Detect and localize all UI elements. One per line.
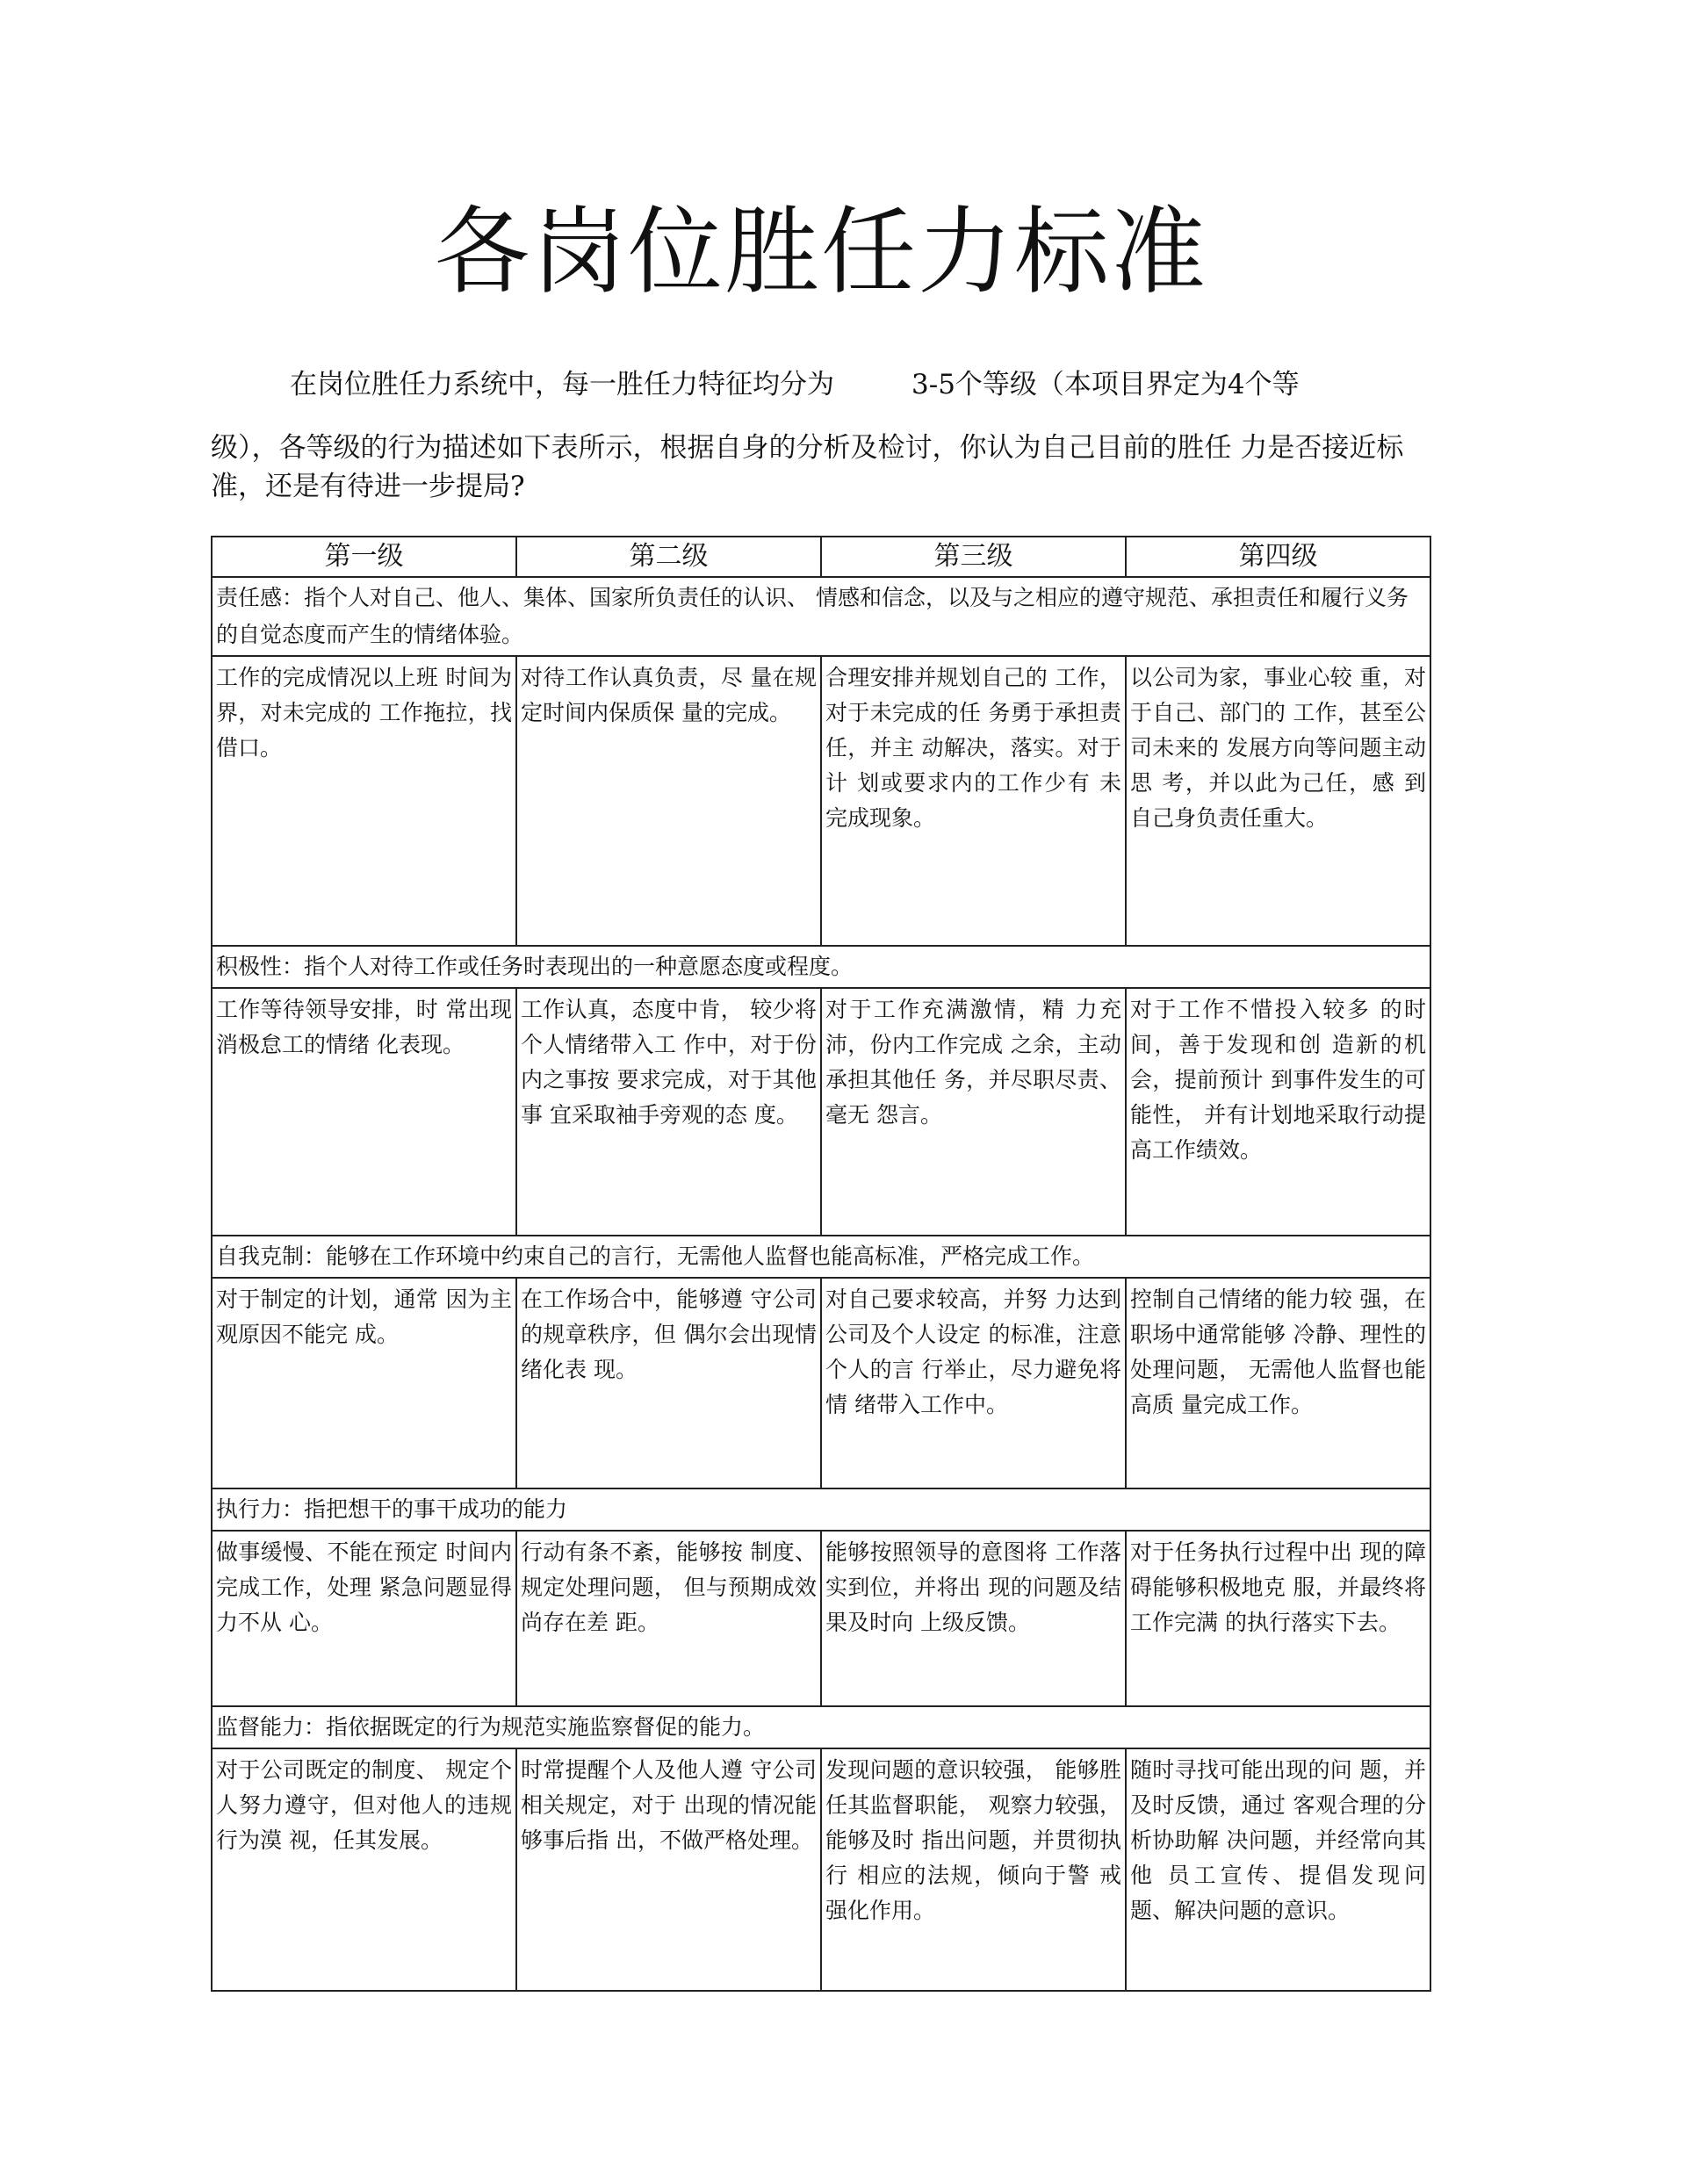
level-2-description: 行动有条不紊，能够按 制度、规定处理问题， 但与预期成效尚存在差 距。 — [516, 1531, 821, 1706]
competency-definition: 责任感：指个人对自己、他人、集体、国家所负责任的认识、 情感和信念，以及与之相应的遵守规范、承担责任和履行义务的自觉态度而产生的情绪体验。 — [212, 577, 1430, 656]
definition-row — [212, 1236, 1430, 1278]
header-row — [212, 537, 1430, 577]
levels-row — [212, 1531, 1430, 1706]
definition-row — [212, 577, 1430, 656]
competency-definition: 自我克制：能够在工作环境中约束自己的言行，无需他人监督也能高标准，严格完成工作。 — [212, 1236, 1430, 1278]
level-header-4: 第四级 — [1126, 537, 1430, 577]
competency-definition: 积极性：指个人对待工作或任务时表现出的一种意愿态度或程度。 — [212, 946, 1430, 988]
level-4-description: 控制自己情绪的能力较 强，在职场中通常能够 冷静、理性的处理问题， 无需他人监督也能高质 量完成工作。 — [1126, 1278, 1430, 1488]
levels-row — [212, 988, 1430, 1236]
level-header-3: 第三级 — [821, 537, 1126, 577]
level-2-description: 在工作场合中，能够遵 守公司的规章秩序，但 偶尔会出现情绪化表 现。 — [516, 1278, 821, 1488]
level-1-description: 对于制定的计划，通常 因为主观原因不能完 成。 — [212, 1278, 516, 1488]
intro-text-a: 在岗位胜任力系统中，每一胜任力特征均分为 — [290, 369, 834, 400]
level-3-description: 对自己要求较高，并努 力达到公司及个人设定 的标准，注意个人的言 行举止，尽力避免将情 绪带入工作中。 — [821, 1278, 1126, 1488]
level-4-description: 对于任务执行过程中出 现的障碍能够积极地克 服，并最终将工作完满 的执行落实下去。 — [1126, 1531, 1430, 1706]
competency-definition: 执行力：指把想干的事干成功的能力 — [212, 1488, 1430, 1531]
level-1-description: 工作的完成情况以上班 时间为界，对未完成的 工作拖拉，找借口。 — [212, 656, 516, 946]
level-3-description: 合理安排并规划自己的 工作，对于未完成的任 务勇于承担责任，并主 动解决，落实。对于计 划或要求内的工作少有 未完成现象。 — [821, 656, 1126, 946]
levels-row — [212, 1748, 1430, 1991]
level-2-description: 时常提醒个人及他人遵 守公司相关规定，对于 出现的情况能够事后指 出，不做严格处理。 — [516, 1748, 821, 1991]
definition-row — [212, 1488, 1430, 1531]
level-header-2: 第二级 — [516, 537, 821, 577]
level-1-description: 工作等待领导安排，时 常出现消极怠工的情绪 化表现。 — [212, 988, 516, 1236]
definition-row — [212, 946, 1430, 988]
levels-row — [212, 1278, 1430, 1488]
intro-line-1 — [290, 362, 1300, 401]
level-4-description: 对于工作不惜投入较多 的时间，善于发现和创 造新的机会，提前预计 到事件发生的可能性， 并有计划地采取行动提 高工作绩效。 — [1126, 988, 1430, 1236]
level-3-description: 对于工作充满激情，精 力充沛，份内工作完成 之余，主动承担其他任 务，并尽职尽责、毫无 怨言。 — [821, 988, 1126, 1236]
level-2-description: 工作认真，态度中肯， 较少将个人情绪带入工 作中，对于份内之事按 要求完成，对于其他事 宜采取袖手旁观的态 度。 — [516, 988, 821, 1236]
intro-text-b: 3-5个等级（本项目界定为4个等 — [911, 369, 1300, 400]
definition-row — [212, 1706, 1430, 1748]
level-4-description: 以公司为家，事业心较 重，对于自己、部门的 工作，甚至公司未来的 发展方向等问题主动思 考，并以此为己任，感 到自己身负责任重大。 — [1126, 656, 1430, 946]
competency-definition: 监督能力：指依据既定的行为规范实施监察督促的能力。 — [212, 1706, 1430, 1748]
level-3-description: 能够按照领导的意图将 工作落实到位，并将出 现的问题及结果及时向 上级反馈。 — [821, 1531, 1126, 1706]
level-1-description: 对于公司既定的制度、 规定个人努力遵守，但对他人的违规行为漠 视，任其发展。 — [212, 1748, 516, 1991]
level-4-description: 随时寻找可能出现的问 题，并及时反馈，通过 客观合理的分析协助解 决问题，并经常向其他 员工宣传、提倡发现问 题、解决问题的意识。 — [1126, 1748, 1430, 1991]
level-1-description: 做事缓慢、不能在预定 时间内完成工作，处理 紧急问题显得力不从 心。 — [212, 1531, 516, 1706]
level-2-description: 对待工作认真负责，尽 量在规定时间内保质保 量的完成。 — [516, 656, 821, 946]
intro-paragraph: 级），各等级的行为描述如下表所示，根据自身的分析及检讨，你认为自己目前的胜任 力是否接近标准，还是有待进一步提局? — [211, 432, 1404, 502]
level-3-description: 发现问题的意识较强， 能够胜任其监督职能， 观察力较强，能够及时 指出问题，并贯彻执行 相应的法规，倾向于警 戒强化作用。 — [821, 1748, 1126, 1991]
page-title: 各岗位胜任力标准 — [435, 198, 1208, 307]
level-header-1: 第一级 — [212, 537, 516, 577]
levels-row — [212, 656, 1430, 946]
competency-table — [211, 536, 1431, 1992]
